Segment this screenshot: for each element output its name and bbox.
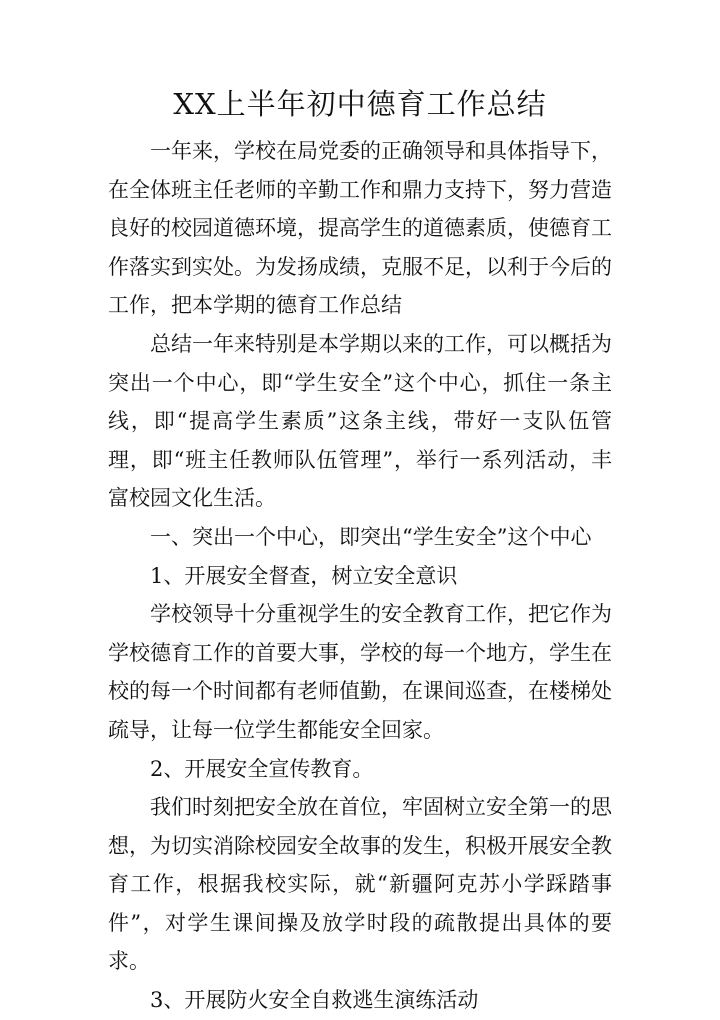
paragraph-safety-education: 我们时刻把安全放在首位，牢固树立安全第一的思想，为切实消除校园安全故事的发生，积极开展安全教育工作，根据我校实际，就“新疆阿克苏小学踩踏事件”，对学生课间操及放学时段的疏散提出具体的要求。 [108, 795, 612, 974]
document-page [108, 82, 612, 1020]
paragraph-summary: 总结一年来特别是本学期以来的工作，可以概括为突出一个中心，即“学生安全”这个中心，抓住一条主线，即“提高学生素质”这条主线，带好一支队伍管理，即“班主任教师队伍管理”，举行一系列活动，丰富校园文化生活。 [108, 331, 612, 511]
paragraph-safety-supervision: 学校领导十分重视学生的安全教育工作，把它作为学校德育工作的首要大事，学校的每一个地方，学生在校的每一个时间都有老师值勤，在课间巡查，在楼梯处疏导，让每一位学生都能安全回家。 [108, 602, 612, 742]
subsection-heading-2: 2、开展安全宣传教育。 [150, 756, 374, 781]
subsection-heading-3: 3、开展防火安全自救逃生演练活动 [150, 988, 479, 1013]
section-heading-1: 一、突出一个中心，即突出“学生安全”这个中心 [150, 524, 592, 549]
paragraph-intro: 一年来，学校在局党委的正确领导和具体指导下，在全体班主任老师的辛勤工作和鼎力支持下，努力营造良好的校园道德环境，提高学生的道德素质，使德育工作落实到实处。为发扬成绩，克服不足，以利于今后的工作，把本学期的德育工作总结 [108, 139, 612, 318]
subsection-heading-1: 1、开展安全督查，树立安全意识 [150, 563, 458, 588]
document-title: XX上半年初中德育工作总结 [173, 87, 547, 121]
